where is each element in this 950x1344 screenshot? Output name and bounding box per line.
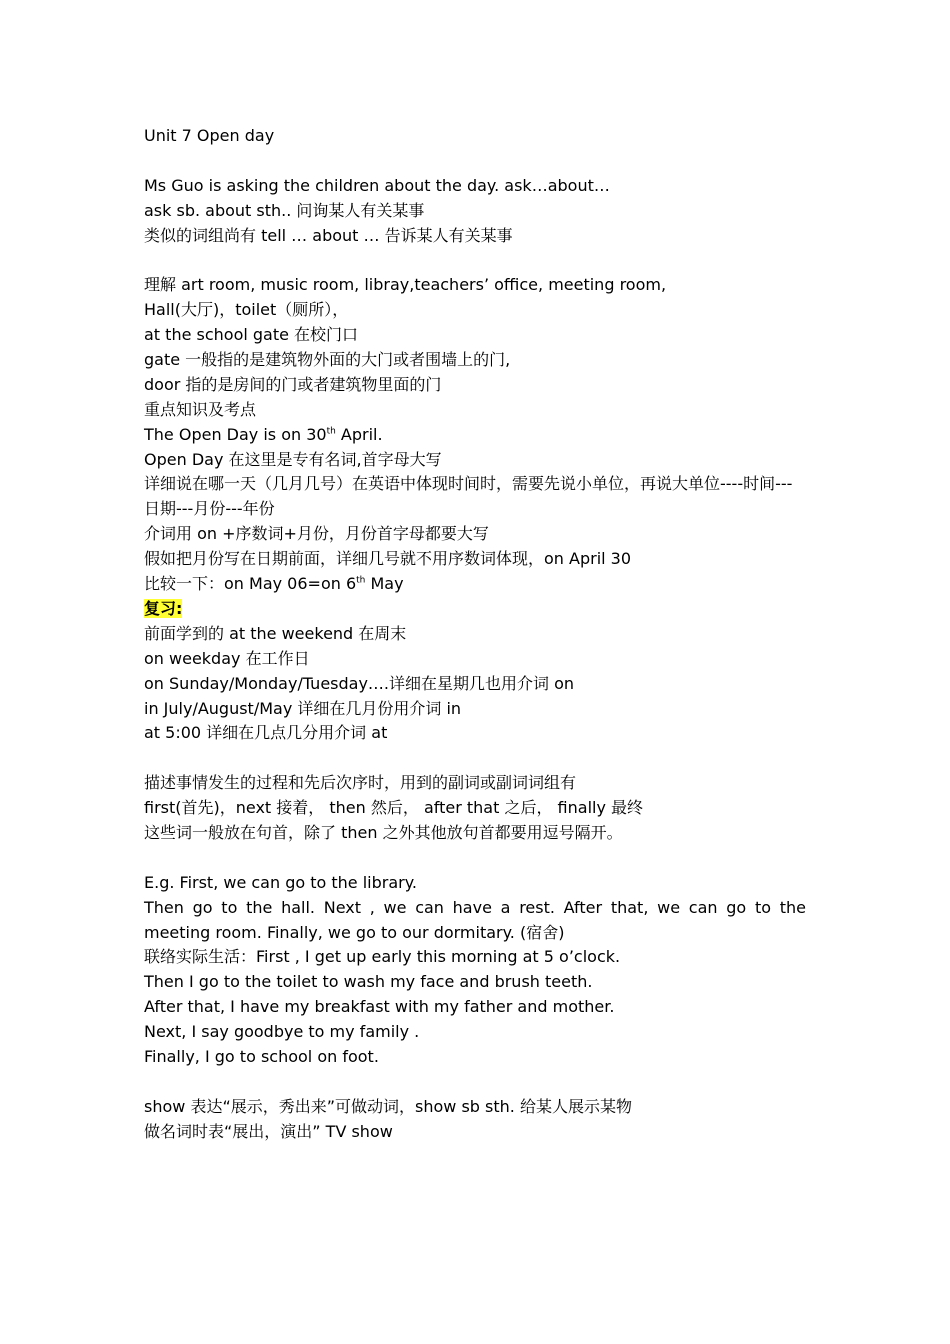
blank-line xyxy=(144,746,806,771)
document-title: Unit 7 Open day xyxy=(144,126,275,145)
text-paragraph: 详细说在哪一天（几月几号）在英语中体现时间时，需要先说小单位，再说大单位----时间---日期---月份---年份 xyxy=(144,474,793,519)
text-line: 做名词时表“展出，演出” TV show xyxy=(144,1121,393,1141)
text-line: Next, I say goodbye to my family . xyxy=(144,1022,420,1042)
text-line: Finally, I go to school on foot. xyxy=(144,1047,379,1067)
text-line: 前面学到的 at the weekend 在周末 xyxy=(144,623,407,643)
text-line: 描述事情发生的过程和先后次序时，用到的副词或副词词组有 xyxy=(144,773,577,793)
blank-line xyxy=(144,1070,806,1095)
text-line: on weekday 在工作日 xyxy=(144,648,310,668)
blank-line xyxy=(144,248,806,273)
text-line: Hall(大厅)，toilet（厕所）， xyxy=(144,300,349,320)
text-line: at 5:00 详细在几点几分用介词 at xyxy=(144,723,388,743)
blank-line xyxy=(144,846,806,871)
section-heading: 重点知识及考点 xyxy=(144,399,257,419)
text-line: in July/August/May 详细在几月份用介词 in xyxy=(144,698,462,718)
text-line: 假如把月份写在日期前面，详细几号就不用序数词体现，on April 30 xyxy=(144,549,632,569)
text-line: 比较一下：on May 06=on 6th May xyxy=(144,574,404,594)
example-paragraph: Then go to the hall. Next , we can have a rest. After that, we can go to the meeting room. Finally, we go to our dormitary. (宿舍) xyxy=(144,897,806,942)
text-line: on Sunday/Monday/Tuesday….详细在星期几也用介词 on xyxy=(144,673,575,693)
text-line: Then I go to the toilet to wash my face and brush teeth. xyxy=(144,972,593,992)
text-line: first(首先)，next 接着， then 然后， after that 之后， finally 最终 xyxy=(144,798,644,818)
text-line: Open Day 在这里是专有名词,首字母大写 xyxy=(144,449,442,469)
text-line: at the school gate 在校门口 xyxy=(144,325,359,345)
review-label-line xyxy=(144,597,806,622)
text-line: show 表达“展示，秀出来”可做动词，show sb sth. 给某人展示某物 xyxy=(144,1096,632,1116)
text-line: Ms Guo is asking the children about the day. ask…about… xyxy=(144,175,610,195)
text-line: 介词用 on +序数词+月份，月份首字母都要大写 xyxy=(144,524,489,544)
text-line: gate 一般指的是建筑物外面的大门或者围墙上的门, xyxy=(144,350,511,370)
text-line: The Open Day is on 30th April. xyxy=(144,424,383,444)
document-page xyxy=(144,124,806,1145)
text-line: ask sb. about sth.. 问询某人有关某事 xyxy=(144,200,425,220)
text-line: 这些词一般放在句首，除了 then 之外其他放句首都要用逗号隔开。 xyxy=(144,822,623,842)
text-line: After that, I have my breakfast with my father and mother. xyxy=(144,997,615,1017)
example-line: E.g. First, we can go to the library. xyxy=(144,872,418,892)
text-line: 联络实际生活：First , I get up early this morning at 5 o’clock. xyxy=(144,947,621,967)
text-line: 类似的词组尚有 tell … about … 告诉某人有关某事 xyxy=(144,225,513,245)
text-line: 理解 art room, music room, libray,teachers’ office, meeting room, xyxy=(144,275,667,295)
blank-line xyxy=(144,149,806,174)
text-line: door 指的是房间的门或者建筑物里面的门 xyxy=(144,374,442,394)
review-label: 复习: xyxy=(144,598,183,618)
